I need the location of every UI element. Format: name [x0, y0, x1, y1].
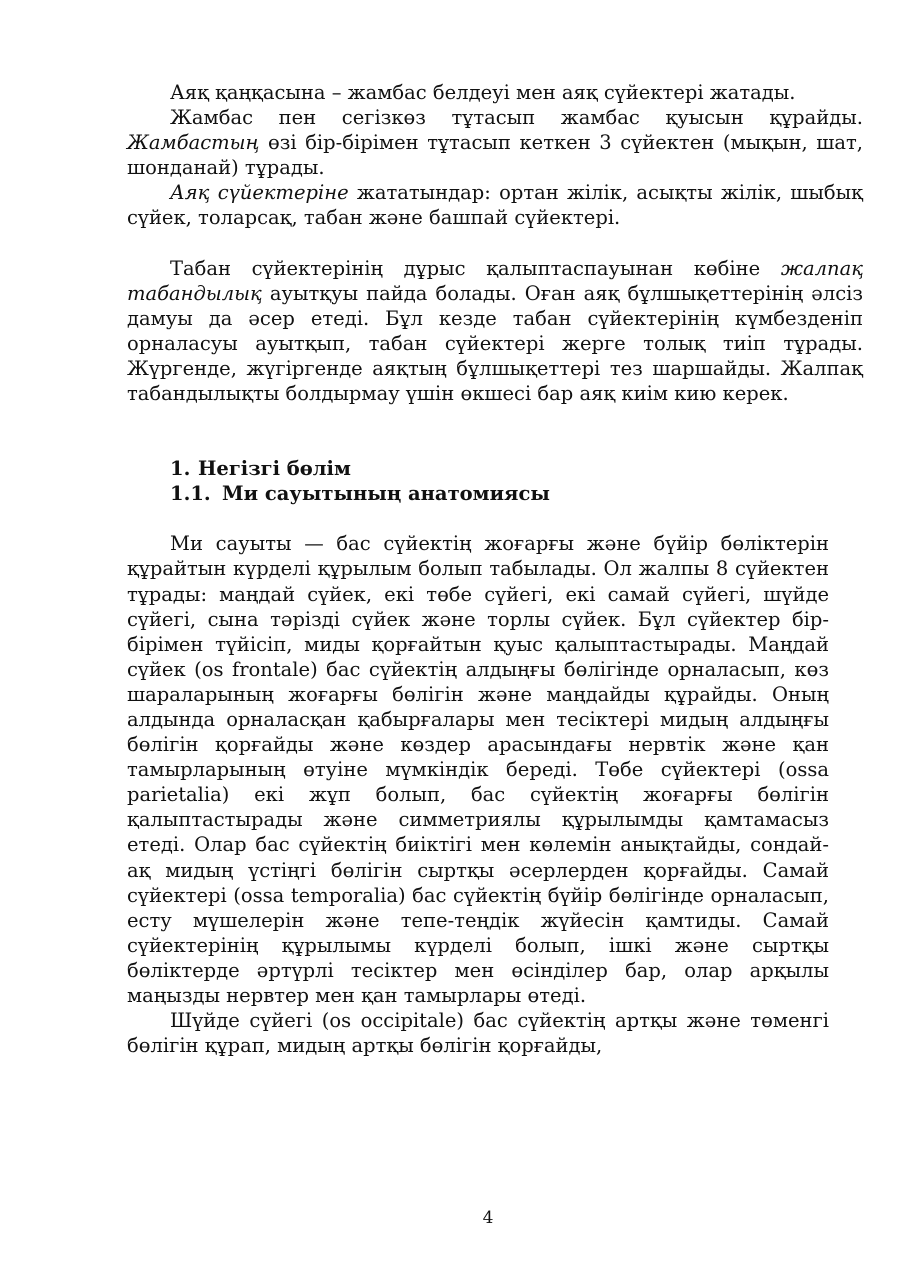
paragraph-leg-bones [127, 180, 863, 230]
spacer [127, 406, 863, 456]
paragraph-pelvis-text-a: Жамбас пен сегізкөз тұтасып жамбас қуысын құрайды. [170, 106, 863, 130]
paragraph-flat-feet-emphasis: жалпақ табандылық [127, 256, 863, 305]
paragraph-leg-bones-text: жататындар: ортан жілік, асықты жілік, шыбық сүйек, толарсақ, табан және башпай сүйектері. [127, 181, 863, 230]
paragraph-pelvis-emphasis: Жамбастың [127, 131, 260, 155]
paragraph-flat-feet-text-a: Табан сүйектерінің дұрыс қалыптаспауынан көбіне [170, 256, 781, 280]
subsection-heading-text: Ми сауытының анатомиясы [222, 482, 550, 506]
paragraph-flat-feet [127, 256, 863, 407]
section-heading-text: Негізгі бөлім [198, 457, 351, 481]
subsection-heading [127, 481, 863, 506]
paragraph-leg-skeleton: Аяқ қаңқасына – жамбас белдеуі мен аяқ сүйектері жатады. [170, 81, 796, 104]
spacer [127, 231, 863, 256]
section-heading [127, 456, 863, 481]
paragraph-flat-feet-text-b: ауытқуы пайда болады. Оған аяқ бұлшықеттерінің әлсіз дамуы да әсер етеді. Бұл кезде табан сүйектерінің күмбезденіп орналасуы ауытқып, табан сүйектері жерге толық тиіп тұрады. Жүргенде, жүгіргенде аяқтың бұлшықеттері тез шаршайды. Жалпақ табандылықты болдырмау үшін өкшесі бар аяқ киім кию керек. [127, 281, 863, 406]
spacer [127, 506, 863, 531]
paragraph-leg-bones-emphasis: Аяқ сүйектеріне [170, 181, 349, 205]
paragraph-cranium: Ми сауыты — бас сүйектің жоғарғы және бүйір бөліктерін құрайтын күрделі құрылым болып табылады. Ол жалпы 8 сүйектен тұрады: маңдай сүйек, екі төбе сүйегі, екі самай сүйегі, шүйде сүйегі, сына тәрізді сүйек және торлы сүйек. Бұл сүйектер бір-бірімен түйісіп, миды қорғайтын қуыс қалыптастырады. Маңдай сүйек (os frontale) бас сүйектің алдыңғы бөлігінде орналасып, көз шараларының жоғарғы бөлігін және маңдайды құрайды. Оның алдында орналасқан қабырғалары мен тесіктері мидың алдыңғы бөлігін қорғайды және көздер арасындағы нервтік және қан тамырларының өтуіне мүмкіндік береді. Төбе сүйектері (ossa parietalia) екі жұп болып, бас сүйектің жоғарғы бөлігін қалыптастырады және симметриялы құрылымды қамтамасыз етеді. Олар бас сүйектің биіктігі мен көлемін анықтайды, сондай-ақ мидың үстіңгі бөлігін сыртқы әсерлерден қорғайды. Самай сүйектері (ossa temporalia) бас сүйектің бүйір бөлігінде орналасып, есту мүшелерін және тепе-теңдік жүйесін қамтиды. Самай сүйектерінің құрылымы күрделі болып, ішкі және сыртқы бөліктерде әртүрлі тесіктер мен өсінділер бар, олар арқылы маңызды нервтер мен қан тамырлары өтеді. [127, 532, 829, 1007]
paragraph-pelvis-text-b: өзі бір-бірімен тұтасып кеткен 3 сүйектен (мықын, шат, шонданай) тұрады. [127, 131, 863, 180]
page-number: 4 [482, 1208, 494, 1228]
document-page [127, 80, 863, 1058]
paragraph-pelvis [127, 105, 863, 180]
section-heading-number: 1. [170, 457, 191, 481]
subsection-heading-number: 1.1. [170, 482, 211, 506]
paragraph-occipital: Шүйде сүйегі (os occipitale) бас сүйектің артқы және төменгі бөлігін құрап, мидың артқы бөлігін қорғайды, [127, 1009, 829, 1058]
